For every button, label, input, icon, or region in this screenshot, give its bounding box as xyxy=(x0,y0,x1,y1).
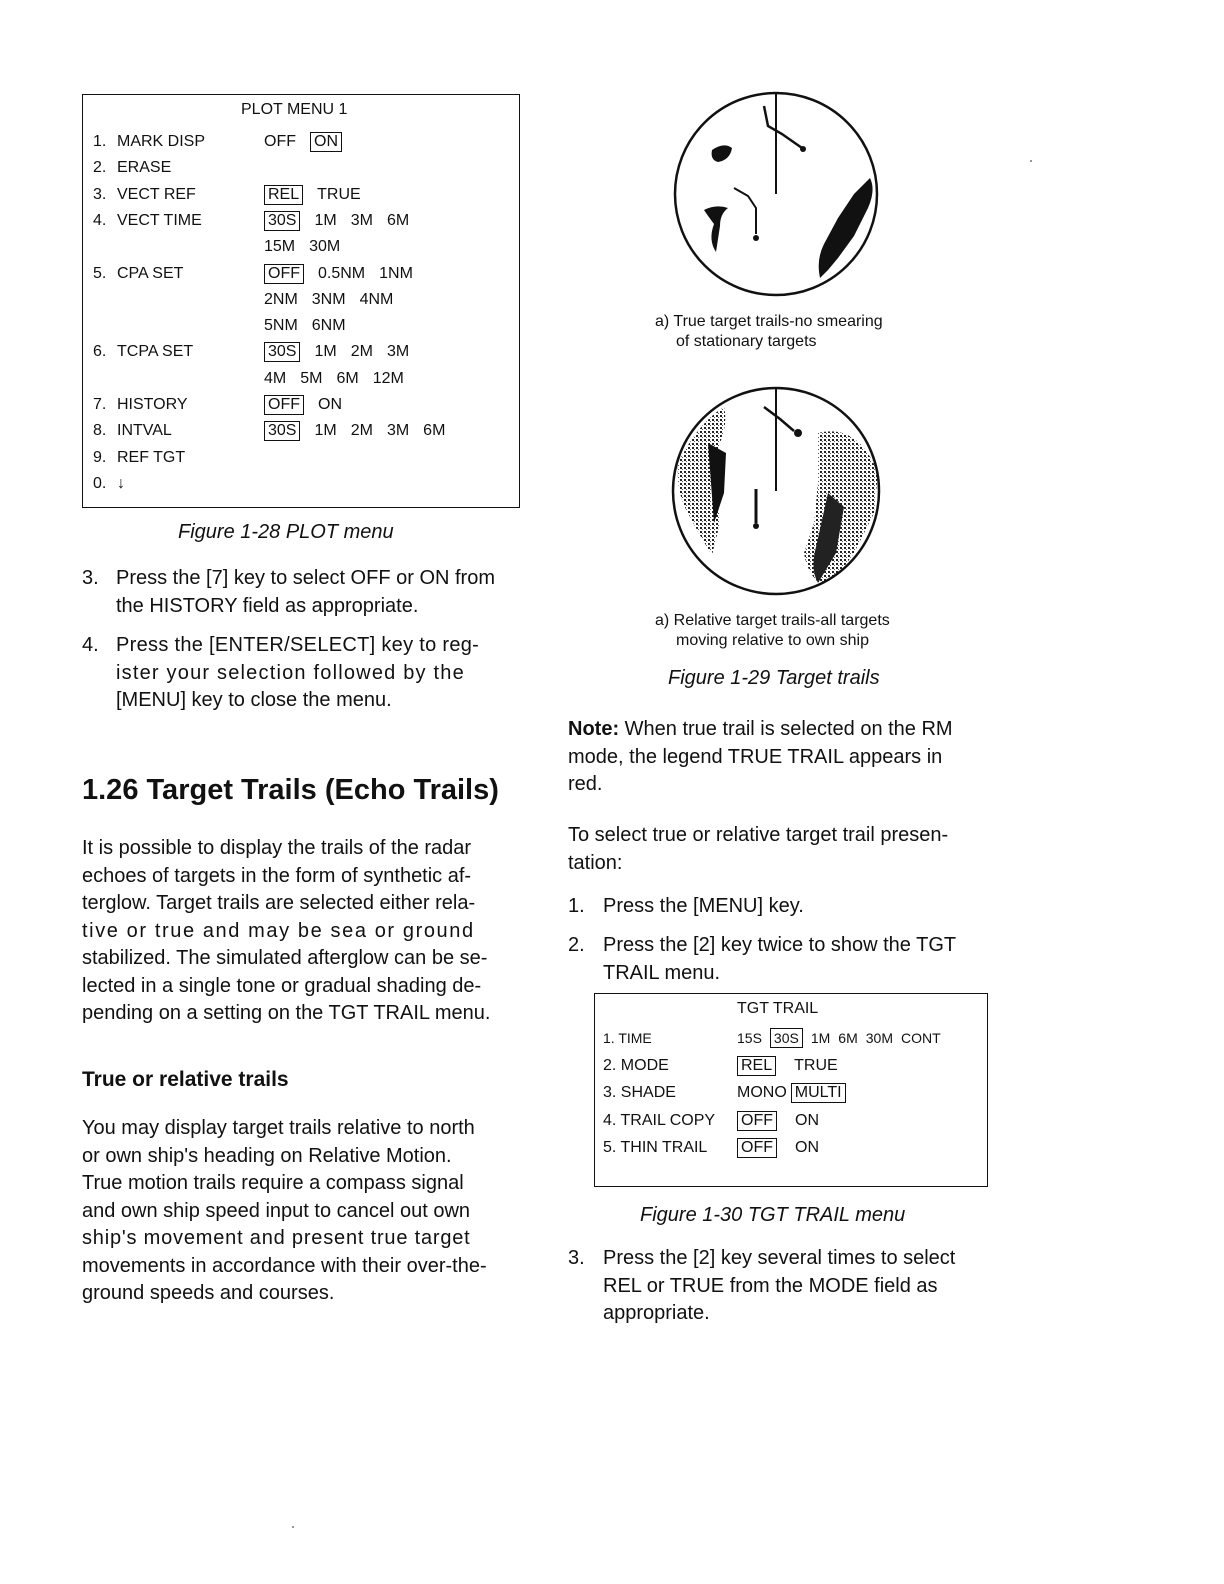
note-label: Note: xyxy=(568,718,620,740)
figure-1-29-caption: Figure 1-29 Target trails xyxy=(668,667,880,689)
plot-menu-item-number: 0. xyxy=(93,474,107,492)
plot-menu-option-line xyxy=(264,368,418,390)
right-step-3-number: 3. xyxy=(568,1247,585,1269)
figure-1-28-caption: Figure 1-28 PLOT menu xyxy=(178,521,394,543)
radar-true-caption-line: a) True target trails-no smearing xyxy=(655,313,883,330)
right-step-1-text xyxy=(603,893,1013,921)
right-step-3-text xyxy=(603,1245,1013,1328)
step-4-line: ister your selection followed by the xyxy=(116,661,465,684)
tgt-menu-option[interactable]: CONT xyxy=(900,1030,941,1046)
tgt-menu-item-label[interactable]: 4. TRAIL COPY xyxy=(603,1111,716,1129)
plot-menu-option-line xyxy=(264,420,459,442)
select-intro-line: tation: xyxy=(568,851,623,874)
plot-menu-item-number: 9. xyxy=(93,448,107,466)
plot-menu-option[interactable]: 6M xyxy=(336,369,359,387)
plot-menu-item-number: 1. xyxy=(93,133,107,150)
step-4-text xyxy=(116,632,522,715)
step-4-number: 4. xyxy=(82,634,99,656)
radar-true-caption-line: of stationary targets xyxy=(676,333,817,350)
tgt-menu-item-label[interactable]: 2. MODE xyxy=(603,1056,669,1074)
plot-menu-option[interactable]: 3NM xyxy=(311,290,346,308)
plot-menu-item[interactable] xyxy=(93,447,185,469)
plot-menu-option-line xyxy=(264,236,354,258)
plot-menu-item[interactable] xyxy=(93,394,188,416)
plot-menu-option[interactable]: ON xyxy=(318,396,342,413)
tgt-menu-option-selected[interactable]: REL xyxy=(737,1056,776,1076)
plot-menu-option[interactable]: 12M xyxy=(372,369,404,387)
tgt-menu-option-selected[interactable]: OFF xyxy=(737,1138,777,1158)
intro-line: terglow. Target trails are selected either rela- xyxy=(82,892,476,914)
step-3-line: the HISTORY field as appropriate. xyxy=(116,594,419,617)
plot-menu-item-number: 4. xyxy=(93,211,107,229)
tgt-menu-item-label[interactable]: 1. TIME xyxy=(603,1030,652,1046)
figure-1-30-caption: Figure 1-30 TGT TRAIL menu xyxy=(640,1204,906,1226)
radar-true-caption xyxy=(655,312,883,352)
plot-menu-item[interactable] xyxy=(93,420,172,442)
plot-menu-item-number: 2. xyxy=(93,159,107,177)
tgt-menu-option[interactable]: 15S xyxy=(737,1030,762,1046)
note-line: When true trail is selected on the RM xyxy=(619,718,953,740)
tgt-menu-option[interactable]: TRUE xyxy=(794,1056,838,1074)
radar-relative-caption-line: moving relative to own ship xyxy=(676,632,869,649)
plot-menu-item-label: TCPA SET xyxy=(117,343,194,361)
plot-menu-item-label: VECT TIME xyxy=(117,211,202,229)
plot-menu-item-label: VECT REF xyxy=(117,185,196,203)
plot-menu-option[interactable]: 2M xyxy=(350,343,373,361)
plot-menu-option-selected[interactable]: REL xyxy=(264,185,303,205)
plot-menu-option[interactable]: 5NM xyxy=(264,317,298,335)
plot-menu-option[interactable]: 30M xyxy=(309,238,341,256)
plot-menu-option-selected[interactable]: OFF xyxy=(264,264,304,284)
plot-menu-option[interactable]: 4NM xyxy=(359,290,394,308)
radar-relative-trails-image xyxy=(668,383,884,599)
plot-menu-item-number: 6. xyxy=(93,343,107,361)
intro-line: stabilized. The simulated afterglow can be se- xyxy=(82,947,488,969)
radar-relative-caption xyxy=(655,611,890,651)
plot-menu-item[interactable] xyxy=(93,473,125,495)
step-4-line: Press the [ENTER/SELECT] key to reg- xyxy=(116,634,480,656)
plot-menu-option[interactable]: 3M xyxy=(350,211,373,229)
trails-line: and own ship speed input to cancel out own xyxy=(82,1199,471,1222)
intro-line: tive or true and may be sea or ground xyxy=(82,919,475,942)
plot-menu-option-line xyxy=(264,131,356,153)
plot-menu-item-label: INTVAL xyxy=(117,422,172,440)
plot-menu-item[interactable] xyxy=(93,184,196,206)
trails-line: You may display target trails relative to north xyxy=(82,1117,475,1139)
right-step-3-line: appropriate. xyxy=(603,1302,710,1324)
plot-menu-option-selected[interactable]: 30S xyxy=(264,421,300,441)
plot-menu-option-line xyxy=(264,263,427,285)
plot-menu-option[interactable]: 6NM xyxy=(311,317,346,335)
plot-menu-item-number: 8. xyxy=(93,422,107,440)
plot-menu-option-line xyxy=(264,315,360,337)
trails-paragraph xyxy=(82,1115,524,1308)
plot-menu-option[interactable]: 0.5NM xyxy=(318,264,366,282)
plot-menu-item-number: 3. xyxy=(93,185,107,203)
step-4-line: [MENU] key to close the menu. xyxy=(116,689,392,711)
plot-menu-option[interactable]: 3M xyxy=(386,422,410,440)
plot-menu-box xyxy=(82,94,520,508)
plot-menu-item-label: CPA SET xyxy=(117,264,184,282)
plot-menu-option[interactable]: 1M xyxy=(314,422,337,440)
plot-menu-option[interactable]: TRUE xyxy=(317,185,361,203)
note-line: red. xyxy=(568,773,603,795)
plot-menu-option[interactable]: 15M xyxy=(264,238,296,256)
plot-menu-item[interactable] xyxy=(93,263,183,285)
tgt-trail-menu-box xyxy=(594,993,988,1187)
plot-menu-item-label: ERASE xyxy=(117,159,172,177)
step-3-line: Press the [7] key to select OFF or ON from xyxy=(116,567,495,589)
tgt-menu-item-label[interactable]: 3. SHADE xyxy=(603,1084,676,1101)
plot-menu-option-line xyxy=(264,341,423,363)
plot-menu-item-label: REF TGT xyxy=(117,448,186,466)
tgt-trail-menu-title: TGT TRAIL xyxy=(737,1000,819,1017)
intro-line: It is possible to display the trails of the radar xyxy=(82,837,472,859)
plot-menu-option[interactable]: 6M xyxy=(423,422,446,440)
plot-menu-option-selected[interactable]: 30S xyxy=(264,211,300,231)
tgt-menu-option-selected[interactable]: OFF xyxy=(737,1111,777,1131)
plot-menu-option[interactable]: 1M xyxy=(314,343,337,361)
plot-menu-option-line xyxy=(264,210,423,232)
trails-line: ship's movement and present true target xyxy=(82,1227,471,1249)
right-step-2-line: TRAIL menu. xyxy=(603,961,721,984)
plot-menu-option-line xyxy=(264,184,375,206)
plot-menu-item[interactable] xyxy=(93,131,205,153)
plot-menu-item-label: MARK DISP xyxy=(117,133,206,150)
tgt-menu-option-selected[interactable]: MULTI xyxy=(791,1083,846,1103)
tgt-menu-option[interactable]: ON xyxy=(795,1139,819,1156)
note-line: mode, the legend TRUE TRAIL appears in xyxy=(568,745,943,768)
plot-menu-option-selected[interactable]: ON xyxy=(310,132,342,152)
scan-speck xyxy=(292,1526,294,1528)
trails-line: or own ship's heading on Relative Motion. xyxy=(82,1144,452,1167)
tgt-menu-option[interactable]: 1M xyxy=(810,1030,831,1046)
radar-relative-caption-line: a) Relative target trails-all targets xyxy=(655,612,890,629)
plot-menu-option-line xyxy=(264,394,356,416)
right-step-3-line: REL or TRUE from the MODE field as xyxy=(603,1274,938,1297)
plot-menu-item[interactable] xyxy=(93,341,193,363)
tgt-menu-option-line xyxy=(737,1109,837,1133)
plot-menu-option-selected[interactable]: OFF xyxy=(264,395,304,415)
right-step-1-number: 1. xyxy=(568,895,585,917)
section-title: 1.26 Target Trails (Echo Trails) xyxy=(82,774,499,806)
plot-menu-item-number: 5. xyxy=(93,264,107,282)
step-3-number: 3. xyxy=(82,567,99,589)
scan-speck xyxy=(1030,160,1032,162)
select-intro-line: To select true or relative target trail presen- xyxy=(568,824,949,846)
plot-menu-item-label: HISTORY xyxy=(117,396,188,413)
tgt-menu-option-line xyxy=(737,1026,949,1050)
trails-line: ground speeds and courses. xyxy=(82,1282,335,1304)
plot-menu-option[interactable]: 2NM xyxy=(264,290,298,308)
right-step-3-line: Press the [2] key several times to select xyxy=(603,1247,956,1269)
tgt-menu-option[interactable]: ON xyxy=(795,1111,819,1129)
right-step-2-text xyxy=(603,932,1013,987)
plot-menu-option[interactable]: 2M xyxy=(350,422,373,440)
intro-paragraph xyxy=(82,835,524,1028)
tgt-menu-option[interactable]: 30M xyxy=(865,1030,893,1046)
intro-line: pending on a setting on the TGT TRAIL menu. xyxy=(82,1002,491,1024)
plot-menu-option[interactable]: 4M xyxy=(264,369,287,387)
select-intro xyxy=(568,822,1012,877)
plot-menu-item-label: ↓ xyxy=(117,474,125,492)
trails-line: True motion trails require a compass signal xyxy=(82,1172,464,1194)
tgt-menu-option-line xyxy=(737,1136,837,1160)
plot-menu-option[interactable]: OFF xyxy=(264,133,296,150)
radar-true-trails-image xyxy=(672,90,884,302)
plot-menu-option[interactable]: 1NM xyxy=(379,264,413,282)
plot-menu-option[interactable]: 1M xyxy=(314,211,337,229)
plot-menu-item[interactable] xyxy=(93,210,202,232)
plot-menu-option[interactable]: 6M xyxy=(386,211,410,229)
tgt-menu-option-line xyxy=(737,1054,856,1078)
right-step-2-line: Press the [2] key twice to show the TGT xyxy=(603,934,957,956)
trails-line: movements in accordance with their over-the- xyxy=(82,1254,487,1277)
intro-line: lected in a single tone or gradual shading de- xyxy=(82,974,482,997)
plot-menu-title: PLOT MENU 1 xyxy=(241,101,348,118)
tgt-menu-option[interactable]: 6M xyxy=(838,1030,858,1046)
tgt-menu-option-line xyxy=(737,1081,850,1105)
step-3-text xyxy=(116,565,522,620)
tgt-menu-item-label[interactable]: 5. THIN TRAIL xyxy=(603,1139,708,1156)
plot-menu-item-number: 7. xyxy=(93,396,107,413)
plot-menu-option-line xyxy=(264,289,407,311)
tgt-menu-option-selected[interactable]: 30S xyxy=(770,1028,803,1048)
plot-menu-option[interactable]: 3M xyxy=(386,343,410,361)
plot-menu-option-selected[interactable]: 30S xyxy=(264,342,300,362)
right-step-1-line: Press the [MENU] key. xyxy=(603,895,804,917)
plot-menu-option[interactable]: 5M xyxy=(300,369,323,387)
plot-menu-item[interactable] xyxy=(93,157,171,179)
note-paragraph xyxy=(568,716,1012,799)
right-step-2-number: 2. xyxy=(568,934,585,956)
tgt-menu-option[interactable]: MONO xyxy=(737,1084,787,1101)
subsection-title: True or relative trails xyxy=(82,1068,289,1091)
intro-line: echoes of targets in the form of synthetic af- xyxy=(82,864,472,887)
